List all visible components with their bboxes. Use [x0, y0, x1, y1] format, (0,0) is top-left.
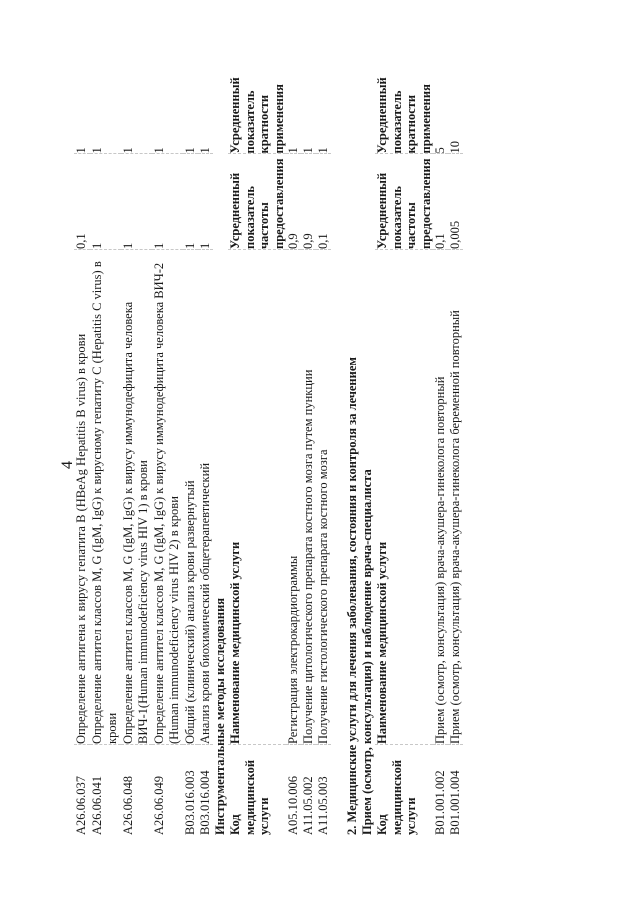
service-frequency: 1: [90, 154, 121, 250]
service-code: A26.06.048: [121, 775, 135, 835]
service-code: A11.05.002: [301, 776, 315, 835]
service-name: Прием (осмотр, консультация) врача-акушера-гинеколога беременной повторный: [448, 250, 463, 745]
table-header-row: [228, 63, 286, 835]
service-multiplicity: 10: [448, 63, 463, 154]
service-multiplicity: 1: [121, 63, 152, 154]
service-multiplicity: 1: [74, 63, 90, 154]
header-multiplicity: Усредненный показатель кратности применения: [375, 63, 433, 154]
service-name: Определение антител классов M, G (IgM, IgG) к вирусу иммунодефицита человека ВИЧ-1(Human immunodeficiency virus HIV 1) в крови: [121, 250, 152, 745]
table-row: [316, 63, 331, 835]
service-frequency: 1: [121, 154, 152, 250]
service-name: Определение антител классов M, G (IgM, IgG) к вирусному гепатиту C (Hepatitis C virus) в крови: [90, 250, 121, 745]
service-multiplicity: 5: [433, 63, 448, 154]
service-frequency: 0,005: [448, 154, 463, 250]
service-name: Анализ крови биохимический общетерапевтический: [198, 250, 213, 745]
service-name: Определение антигена к вирусу гепатита В (HBeAg Hepatitis B virus) в крови: [74, 250, 90, 745]
table-row: [74, 63, 90, 835]
service-multiplicity: 1: [183, 63, 198, 154]
service-frequency: 0,1: [316, 154, 331, 250]
header-multiplicity: Усредненный показатель кратности применения: [228, 63, 286, 154]
section-heading-row: [345, 63, 360, 835]
service-code: B01.001.004: [448, 770, 462, 835]
service-frequency: 1: [183, 154, 198, 250]
service-code: A05.10.006: [286, 775, 300, 835]
service-name: Прием (осмотр, консультация) врача-акушера-гинеколога повторный: [433, 250, 448, 745]
header-code: Код медицинской услуги: [375, 759, 418, 835]
service-code: A11.05.003: [316, 776, 330, 835]
service-name: Регистрация электрокардиограммы: [286, 250, 301, 745]
section-subheading-row: [360, 63, 375, 835]
header-name: Наименование медицинской услуги: [228, 250, 286, 745]
service-frequency: 0,9: [286, 154, 301, 250]
table-row: [90, 63, 121, 835]
table-header-row: [375, 63, 433, 835]
table-row: [198, 63, 213, 835]
service-code: B03.016.004: [198, 770, 212, 835]
service-code: B01.001.002: [433, 770, 447, 835]
instrumental-section-title: Инструментальные методы исследования: [213, 597, 227, 835]
table-row: [121, 63, 152, 835]
page-number: 4: [59, 461, 76, 469]
service-frequency: 0,9: [301, 154, 316, 250]
service-multiplicity: 1: [286, 63, 301, 154]
table-row: [183, 63, 198, 835]
header-frequency: Усредненный показатель частоты предоставления: [375, 154, 433, 250]
service-frequency: 1: [152, 154, 183, 250]
service-multiplicity: 1: [301, 63, 316, 154]
section2-title: 2. Медицинские услуги для лечения заболевания, состояния и контроля за лечением: [345, 357, 359, 835]
header-name: Наименование медицинской услуги: [375, 250, 433, 745]
service-code: A26.06.049: [152, 775, 166, 835]
service-name: Получение цитологического препарата костного мозга путем пункции: [301, 250, 316, 745]
table-row: [301, 63, 316, 835]
section2-subtitle: Прием (осмотр, консультация) и наблюдение врача-специалиста: [360, 469, 374, 835]
section-heading-row: [213, 63, 228, 835]
service-multiplicity: 1: [90, 63, 121, 154]
service-name: Общий (клинический) анализ крови развернутый: [183, 250, 198, 745]
service-code: B03.016.003: [183, 770, 197, 835]
service-frequency: 1: [198, 154, 213, 250]
service-multiplicity: 1: [152, 63, 183, 154]
header-frequency: Усредненный показатель частоты предоставления: [228, 154, 286, 250]
service-name: Получение гистологического препарата костного мозга: [316, 250, 331, 745]
table-row: [286, 63, 301, 835]
service-code: A26.06.037: [74, 775, 88, 835]
table-row: [152, 63, 183, 835]
service-code: A26.06.041: [90, 775, 104, 835]
header-code: Код медицинской услуги: [228, 759, 271, 835]
service-frequency: 0,1: [433, 154, 448, 250]
table-row: [448, 63, 463, 835]
service-multiplicity: 1: [198, 63, 213, 154]
table-row: [433, 63, 448, 835]
service-name: Определение антител классов M, G (IgM, IgG) к вирусу иммунодефицита человека ВИЧ-2 (Human immunodeficiency virus HIV 2) в крови: [152, 250, 183, 745]
lab-services-table: [74, 63, 463, 835]
section-spacer: [331, 63, 345, 835]
service-frequency: 0,1: [74, 154, 90, 250]
service-multiplicity: 1: [316, 63, 331, 154]
